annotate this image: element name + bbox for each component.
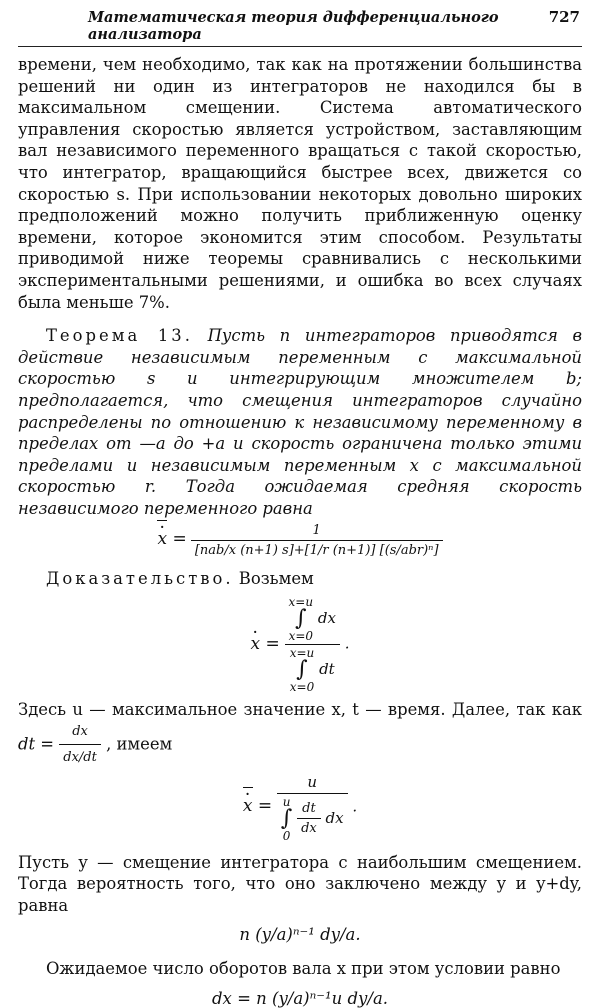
formula2-end: . xyxy=(344,634,350,653)
formula2-den-integrand: dt xyxy=(319,660,335,679)
formula-mean-speed xyxy=(18,523,582,558)
formula1-denominator: [nab/x (n+1) s]+[1/r (n+1)] [(s/abr)ⁿ] xyxy=(191,540,443,558)
integral-denominator xyxy=(290,647,315,693)
formula2-denominator xyxy=(285,644,340,693)
formula3-end: . xyxy=(352,797,358,816)
formula-expected-turns: dx = n (y/a)ⁿ⁻¹u dy/a. xyxy=(211,989,389,1008)
formula-speed-integral xyxy=(18,773,582,842)
int-upper-limit-2: x=u xyxy=(289,646,315,661)
formula3-dx: dx xyxy=(325,808,344,827)
formula3-fraction xyxy=(277,773,348,842)
paragraph2-frac-den: dx/dt xyxy=(59,744,101,769)
paragraph-2 xyxy=(18,699,582,769)
paragraph2-part2: , имеем xyxy=(106,734,173,754)
paragraph2-dt: dt = xyxy=(18,734,55,754)
formula2-numerator xyxy=(285,596,340,644)
formula3-inner-num: dt xyxy=(302,801,316,817)
formula3-lhs: · x = xyxy=(243,796,272,816)
formula1-numerator: 1 xyxy=(312,523,321,539)
theorem-label: Теорема 13. xyxy=(46,326,193,346)
integral-sign-2: ∫ xyxy=(296,657,308,683)
page-number: 727 xyxy=(548,8,580,26)
paragraph2-frac-num: dx xyxy=(72,723,88,739)
formula3-numerator: u xyxy=(307,772,318,791)
paragraph2-part1: Здесь u — максимальное значение x, t — время. Далее, так как xyxy=(18,700,582,720)
formula3-int-lower: 0 xyxy=(282,828,291,843)
formula2-num-integrand: dx xyxy=(317,609,336,628)
paragraph-4: Ожидаемое число оборотов вала x при этом условии равно xyxy=(46,958,561,978)
int-upper-limit: x=u xyxy=(288,595,314,610)
theorem-13 xyxy=(18,325,582,519)
integral-sign-3: ∫ xyxy=(280,805,293,831)
paragraph2-fraction xyxy=(59,721,101,769)
integral-sign: ∫ xyxy=(295,606,307,632)
theorem-text: Пусть n интеграторов приводятся в действие независимым переменным с максимальной скоростью s и интегрирующим множителем b; предполагается, что смещения интеграторов случайно распределены по отношению к независимому переменному в пределах от —a до +a и скорость ограничена только этими пределами и независимым переменным x с максимальной скоростью r. Тогда ожидаемая средняя скорость независимого переменного равна xyxy=(18,326,582,518)
formula-speed-ratio xyxy=(18,596,582,693)
proof-text: Возьмем xyxy=(238,569,314,589)
formula2-fraction xyxy=(285,596,340,693)
proof-start xyxy=(18,568,582,590)
int-lower-limit-2: x=0 xyxy=(289,680,315,695)
formula-probability: n (y/a)ⁿ⁻¹ dy/a. xyxy=(239,924,361,944)
proof-label: Доказательство. xyxy=(46,569,234,589)
formula3-denominator xyxy=(277,793,348,842)
formula3-inner-fraction xyxy=(297,801,321,836)
formula3-inner-den: dx xyxy=(297,818,321,836)
integral-numerator xyxy=(289,596,314,642)
formula1-fraction xyxy=(191,523,443,558)
formula3-int-upper: u xyxy=(282,794,291,809)
paragraph-1: времени, чем необходимо, так как на протяжении большинства решений ни один из интеграторов не находился бы в максимальном смещении. Система автоматического управления скоростью является устройством, заставляющим вал независимого переменного вращаться с такой скоростью, что интегратор, вращающийся быстрее всех, движется со скоростью s. При использовании некоторых довольно широких предположений можно получить приближенную оценку времени, которое экономится этим способом. Результаты приводимой ниже теоремы сравнивались с несколькими экспериментальными решениями, и ошибка во всех случаях была меньше 7%. xyxy=(18,55,582,312)
formula2-lhs: · x = xyxy=(251,634,280,654)
paragraph-3: Пусть y — смещение интегратора с наибольшим смещением. Тогда вероятность того, что оно заключено между y и y+dy, равна xyxy=(18,852,582,916)
running-title: Математическая теория дифференциального анализатора xyxy=(88,9,499,43)
integral-formula3 xyxy=(281,796,292,842)
page-header xyxy=(18,8,582,47)
formula1-lhs: · x = xyxy=(157,529,186,549)
int-lower-limit: x=0 xyxy=(288,629,314,644)
